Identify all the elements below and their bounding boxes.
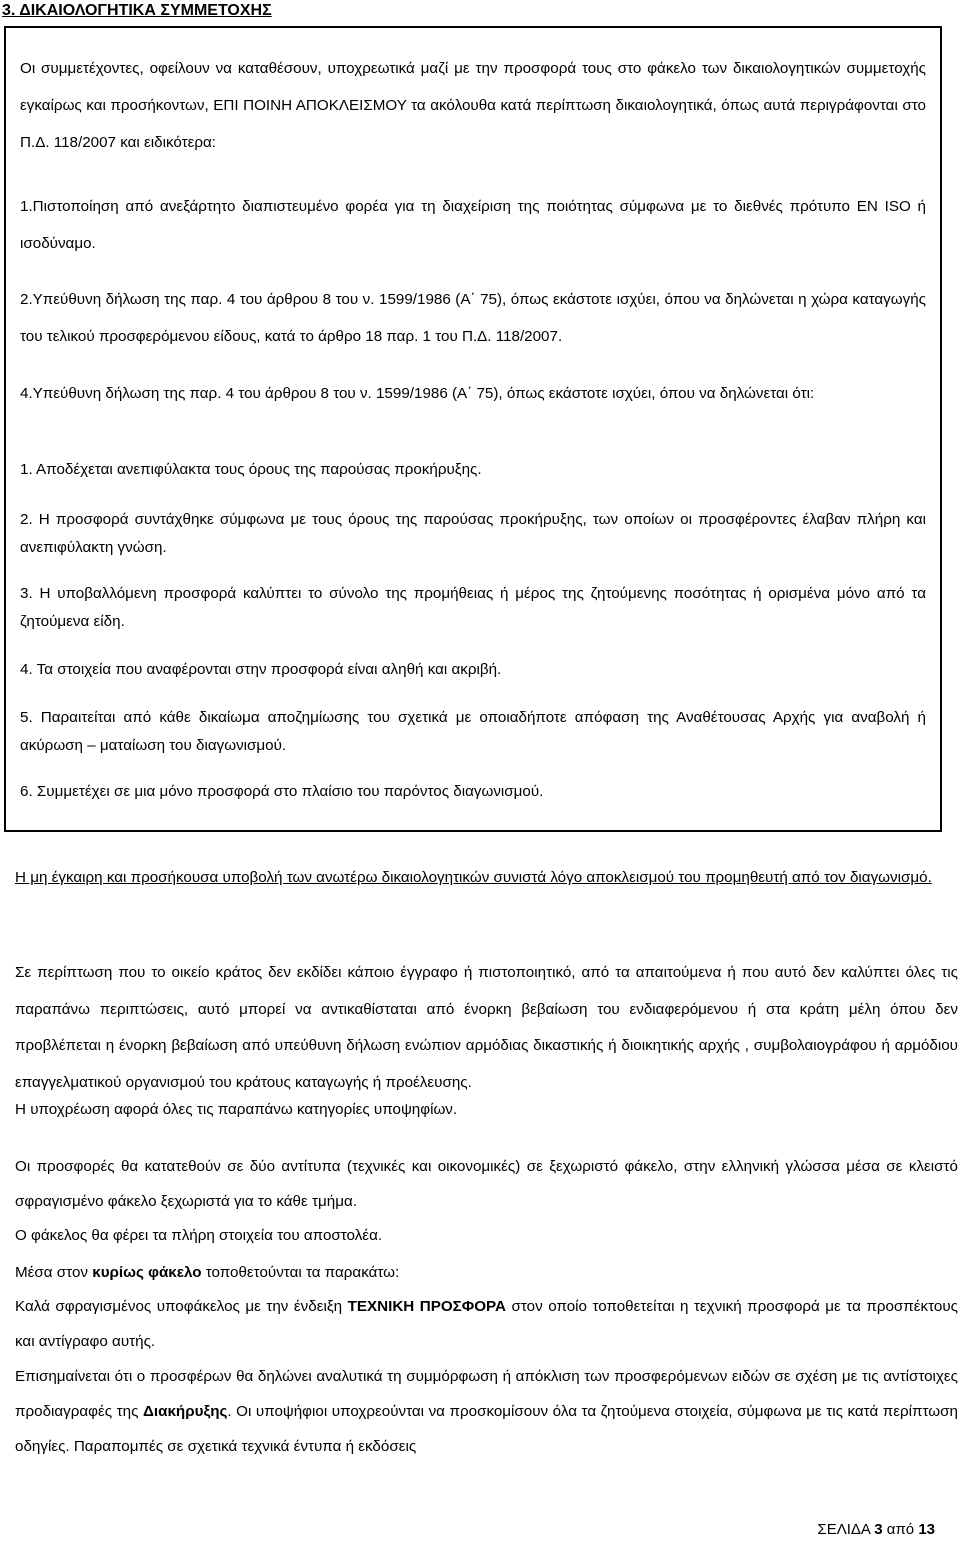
- main-envelope-text-pre: Μέσα στον: [15, 1264, 93, 1281]
- requirement-item-4: 4.Υπεύθυνη δήλωση της παρ. 4 του άρθρου 8 του ν. 1599/1986 (Α΄ 75), όπως εκάστοτε ισχύει, όπου να δηλώνεται ότι:: [20, 385, 815, 402]
- main-envelope-bold: κυρίως φάκελο: [92, 1264, 202, 1281]
- paragraph-envelope: Ο φάκελος θα φέρει τα πλήρη στοιχεία του αποστολέα.: [15, 1227, 383, 1244]
- main-envelope-text-post: τοποθετούνται τα παρακάτω:: [201, 1264, 400, 1281]
- box-intro: Οι συμμετέχοντες, οφείλουν να καταθέσουν, υποχρεωτικά μαζί με την προσφορά τους στο φάκελο των δικαιολογητικών συμμετοχής εγκαίρως και προσήκοντων, ΕΠΙ ΠΟΙΝΗ ΑΠΟΚΛΕΙΣΜΟΥ τα ακόλουθα κατά περίπτωση δικαιολογητικά, όπως αυτά περιγράφονται στο Π.Δ. 118/2007 και ειδικότερα:: [20, 60, 926, 151]
- paragraph-compliance-note: [15, 1359, 958, 1464]
- paragraph-technical-subenvelope: [15, 1289, 958, 1359]
- declaration-sub-2: 2. Η προσφορά συντάχθηκε σύμφωνα με τους όρους της παρούσας προκήρυξης, των οποίων οι προσφέροντες έλαβαν πλήρη και ανεπιφύλακτη γνώση.: [20, 511, 926, 556]
- declaration-sub-3: 3. Η υποβαλλόμενη προσφορά καλύπτει το σύνολο της προμήθειας ή μέρος της ζητούμενης ποσότητας ή ορισμένα μόνο από τα ζητούμενα είδη.: [20, 585, 926, 630]
- subenvelope-text-pre: Καλά σφραγισμένος υποφάκελος με την ένδειξη: [15, 1298, 348, 1315]
- footer-page-number: 3: [874, 1521, 883, 1538]
- declaration-sub-4: 4. Τα στοιχεία που αναφέρονται στην προσφορά είναι αληθή και ακριβή.: [20, 661, 502, 678]
- compliance-text-pre: Επισημαίνεται ότι ο προσφέρων θα δηλώνει αναλυτικά τη συμμόρφωση ή απόκλιση των προσφερόμενων ειδών σε σχέση με τις αντίστοιχες προδιαγραφές της: [15, 1368, 958, 1420]
- declaration-sub-1: 1. Αποδέχεται ανεπιφύλακτα τους όρους της παρούσας προκήρυξης.: [20, 461, 482, 478]
- footer-total-pages: 13: [918, 1521, 935, 1538]
- paragraph-foreign-state: Σε περίπτωση που το οικείο κράτος δεν εκδίδει κάποιο έγγραφο ή πιστοποιητικό, από τα απαιτούμενα ή που αυτό δεν καλύπτει όλες τις παραπάνω περιπτώσεις, αυτό μπορεί να αντικαθίσταται από ένορκη βεβαίωση του ενδιαφερόμενου ή στα κράτη μέλη όπου δεν προβλέπεται η ένορκη βεβαίωση από υπεύθυνη δήλωση ενώπιον αρμόδιας δικαστικής ή διοικητικής αρχής , συμβολαιογράφου ή αρμόδιου επαγγελματικού οργανισμού του κράτους καταγωγής ή προέλευσης.: [15, 964, 958, 1091]
- declaration-sub-5: 5. Παραιτείται από κάθε δικαίωμα αποζημίωσης του σχετικά με οποιαδήποτε απόφαση της Αναθέτουσας Αρχής για αναβολή ή ακύρωση – ματαίωση του διαγωνισμού.: [20, 709, 926, 754]
- compliance-bold: Διακήρυξης: [142, 1403, 228, 1420]
- subenvelope-bold: ΤΕΧΝΙΚΗ ΠΡΟΣΦΟΡΑ: [347, 1298, 507, 1315]
- paragraph-obligation: Η υποχρέωση αφορά όλες τις παραπάνω κατηγορίες υποψηφίων.: [15, 1101, 458, 1118]
- subenvelope-text-post: στον οποίο τοποθετείται η τεχνική προσφορά με τα προσπέκτους και αντίγραφο αυτής.: [15, 1298, 958, 1350]
- footer-prefix: ΣΕΛΙΔΑ: [817, 1521, 875, 1538]
- requirements-box: [4, 26, 942, 832]
- section-title: 3. ΔΙΚΑΙΟΛΟΓΗΤΙΚΑ ΣΥΜΜΕΤΟΧΗΣ: [2, 2, 272, 19]
- requirement-item-2: 2.Υπεύθυνη δήλωση της παρ. 4 του άρθρου 8 του ν. 1599/1986 (Α΄ 75), όπως εκάστοτε ισχύει, όπου να δηλώνεται η χώρα καταγωγής του τελικού προσφερόμενου είδους, κατά το άρθρο 18 παρ. 1 του Π.Δ. 118/2007.: [20, 291, 926, 345]
- exclusion-warning: Η μη έγκαιρη και προσήκουσα υποβολή των ανωτέρω δικαιολογητικών συνιστά λόγο αποκλεισμού του προμηθευτή από τον διαγωνισμό.: [15, 869, 932, 886]
- compliance-text-post: . Οι υποψήφιοι υποχρεούνται να προσκομίσουν όλα τα ζητούμενα στοιχεία, σύμφωνα με τις κατά περίπτωση οδηγίες. Παραπομπές σε σχετικά τεχνικά έντυπα ή εκδόσεις: [15, 1403, 958, 1455]
- paragraph-offers: Οι προσφορές θα κατατεθούν σε δύο αντίτυπα (τεχνικές και οικονομικές) σε ξεχωριστό φάκελο, στην ελληνική γλώσσα μέσα σε κλειστό σφραγισμένο φάκελο ξεχωριστά για το κάθε τμήμα.: [15, 1158, 958, 1210]
- requirement-item-1: 1.Πιστοποίηση από ανεξάρτητο διαπιστευμένο φορέα για τη διαχείριση της ποιότητας σύμφωνα με το διεθνές πρότυπο EN ISO ή ισοδύναμο.: [20, 198, 926, 252]
- footer-mid: από: [882, 1521, 919, 1538]
- declaration-sub-6: 6. Συμμετέχει σε μια μόνο προσφορά στο πλαίσιο του παρόντος διαγωνισμού.: [20, 783, 544, 800]
- paragraph-main-envelope: [15, 1263, 958, 1283]
- page-footer: [817, 1521, 935, 1538]
